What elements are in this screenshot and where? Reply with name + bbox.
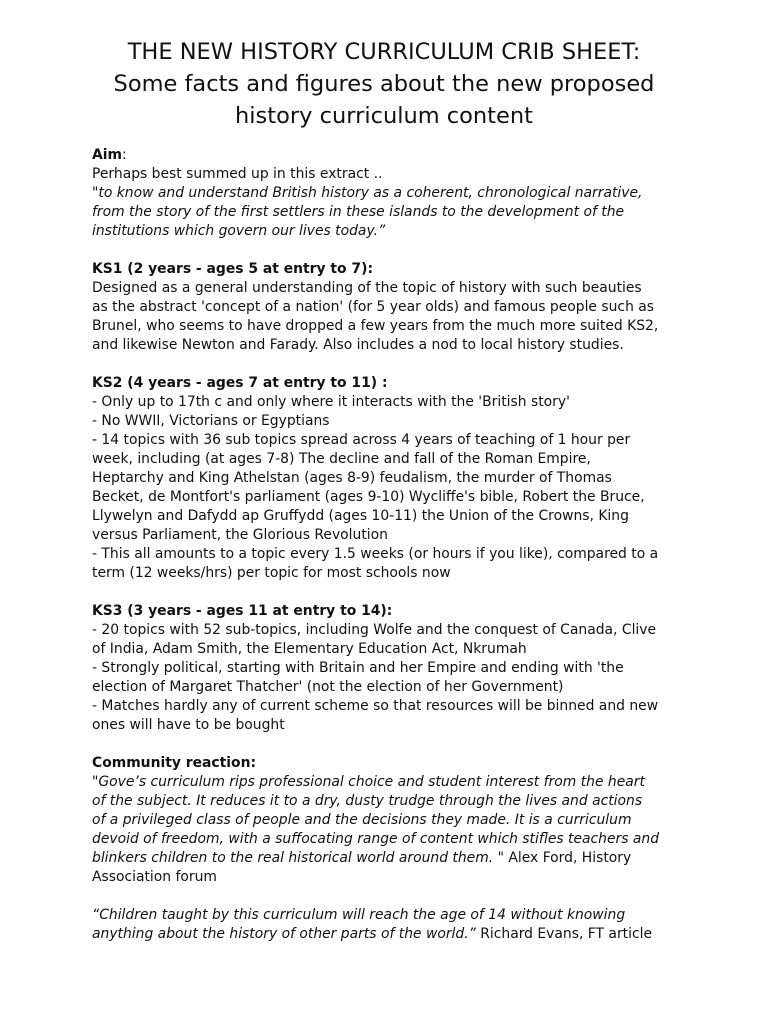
community-quote-2-line-1: “Children taught by this curriculum will reach the age of 14 without knowing: [92, 907, 626, 923]
community-quote-2-line-2: [92, 925, 692, 944]
quote-text: Gove’s curriculum rips professional choice and student interest from the heart: [98, 774, 645, 790]
quote-text: anything about the history of other parts of the world.”: [92, 926, 476, 942]
spacer: [92, 735, 692, 754]
quote-attribution: Richard Evans, FT article: [475, 926, 653, 942]
ks3-line: - Strongly political, starting with Britain and her Empire and ending with 'the: [92, 660, 624, 676]
community-quote-1-line-3: of a privileged class of people and the decisions they made. It is a curriculum: [92, 812, 632, 828]
ks2-line: Becket, de Montfort's parliament (ages 9-10) Wycliffe's bible, Robert the Bruce,: [92, 489, 645, 505]
document-body: [92, 146, 692, 944]
title-line-2: Some facts and figures about the new proposed: [113, 71, 655, 97]
ks1-heading: KS1 (2 years - ages 5 at entry to 7):: [92, 261, 373, 277]
spacer: [92, 583, 692, 602]
ks2-line: - Only up to 17th c and only where it interacts with the 'British story': [92, 394, 570, 410]
ks2-line: Llywelyn and Dafydd ap Gruffydd (ages 10-11) the Union of the Crowns, King: [92, 508, 629, 524]
ks3-line: ones will have to be bought: [92, 717, 285, 733]
ks2-line: week, including (at ages 7-8) The decline and fall of the Roman Empire,: [92, 451, 591, 467]
ks2-line: - This all amounts to a topic every 1.5 weeks (or hours if you like), compared to a: [92, 546, 659, 562]
ks3-line: election of Margaret Thatcher' (not the election of her Government): [92, 679, 564, 695]
aim-quote-line-2: from the story of the first settlers in these islands to the development of the: [92, 204, 625, 220]
quote-attribution: " Alex Ford, History: [493, 850, 632, 866]
ks2-line: - No WWII, Victorians or Egyptians: [92, 413, 330, 429]
aim-quote-line-3: institutions which govern our lives today.”: [92, 223, 386, 239]
ks2-heading: KS2 (4 years - ages 7 at entry to 11) :: [92, 375, 388, 391]
title-line-1: THE NEW HISTORY CURRICULUM CRIB SHEET:: [127, 39, 641, 65]
ks3-line: - Matches hardly any of current scheme so that resources will be binned and new: [92, 698, 659, 714]
aim-heading: Aim: [92, 147, 122, 163]
spacer: [92, 887, 692, 906]
aim-heading-colon: :: [122, 147, 127, 163]
community-quote-1-line-1: [92, 773, 692, 792]
quote-text: blinkers children to the real historical world around them.: [92, 850, 494, 866]
aim-quote-line-1: "to know and understand British history as a coherent, chronological narrative,: [92, 185, 643, 201]
ks3-line: of India, Adam Smith, the Elementary Education Act, Nkrumah: [92, 641, 527, 657]
ks2-line: term (12 weeks/hrs) per topic for most schools now: [92, 565, 451, 581]
ks2-line: Heptarchy and King Athelstan (ages 8-9) feudalism, the murder of Thomas: [92, 470, 612, 486]
quote-open-mark: ": [92, 774, 99, 790]
community-quote-1-line-2: of the subject. It reduces it to a dry, dusty trudge through the lives and actions: [92, 793, 643, 809]
page-title: [40, 36, 728, 132]
aim-heading-line: [92, 146, 692, 165]
community-quote-1-line-5: [92, 849, 692, 868]
aim-intro: Perhaps best summed up in this extract ..: [92, 166, 383, 182]
title-line-3: history curriculum content: [235, 103, 533, 129]
ks3-heading: KS3 (3 years - ages 11 at entry to 14):: [92, 603, 393, 619]
ks1-line: and likewise Newton and Farady. Also includes a nod to local history studies.: [92, 337, 624, 353]
ks2-line: versus Parliament, the Glorious Revolution: [92, 527, 388, 543]
community-quote-1-line-4: devoid of freedom, with a suffocating range of content which stifles teachers and: [92, 831, 660, 847]
ks3-line: - 20 topics with 52 sub-topics, including Wolfe and the conquest of Canada, Clive: [92, 622, 657, 638]
spacer: [92, 355, 692, 374]
ks2-line: - 14 topics with 36 sub topics spread across 4 years of teaching of 1 hour per: [92, 432, 631, 448]
community-heading: Community reaction:: [92, 755, 257, 771]
ks1-line: Designed as a general understanding of the topic of history with such beauties: [92, 280, 642, 296]
ks1-line: as the abstract 'concept of a nation' (for 5 year olds) and famous people such as: [92, 299, 655, 315]
community-quote-1-line-6: Association forum: [92, 869, 217, 885]
spacer: [92, 241, 692, 260]
ks1-line: Brunel, who seems to have dropped a few years from the much more suited KS2,: [92, 318, 659, 334]
